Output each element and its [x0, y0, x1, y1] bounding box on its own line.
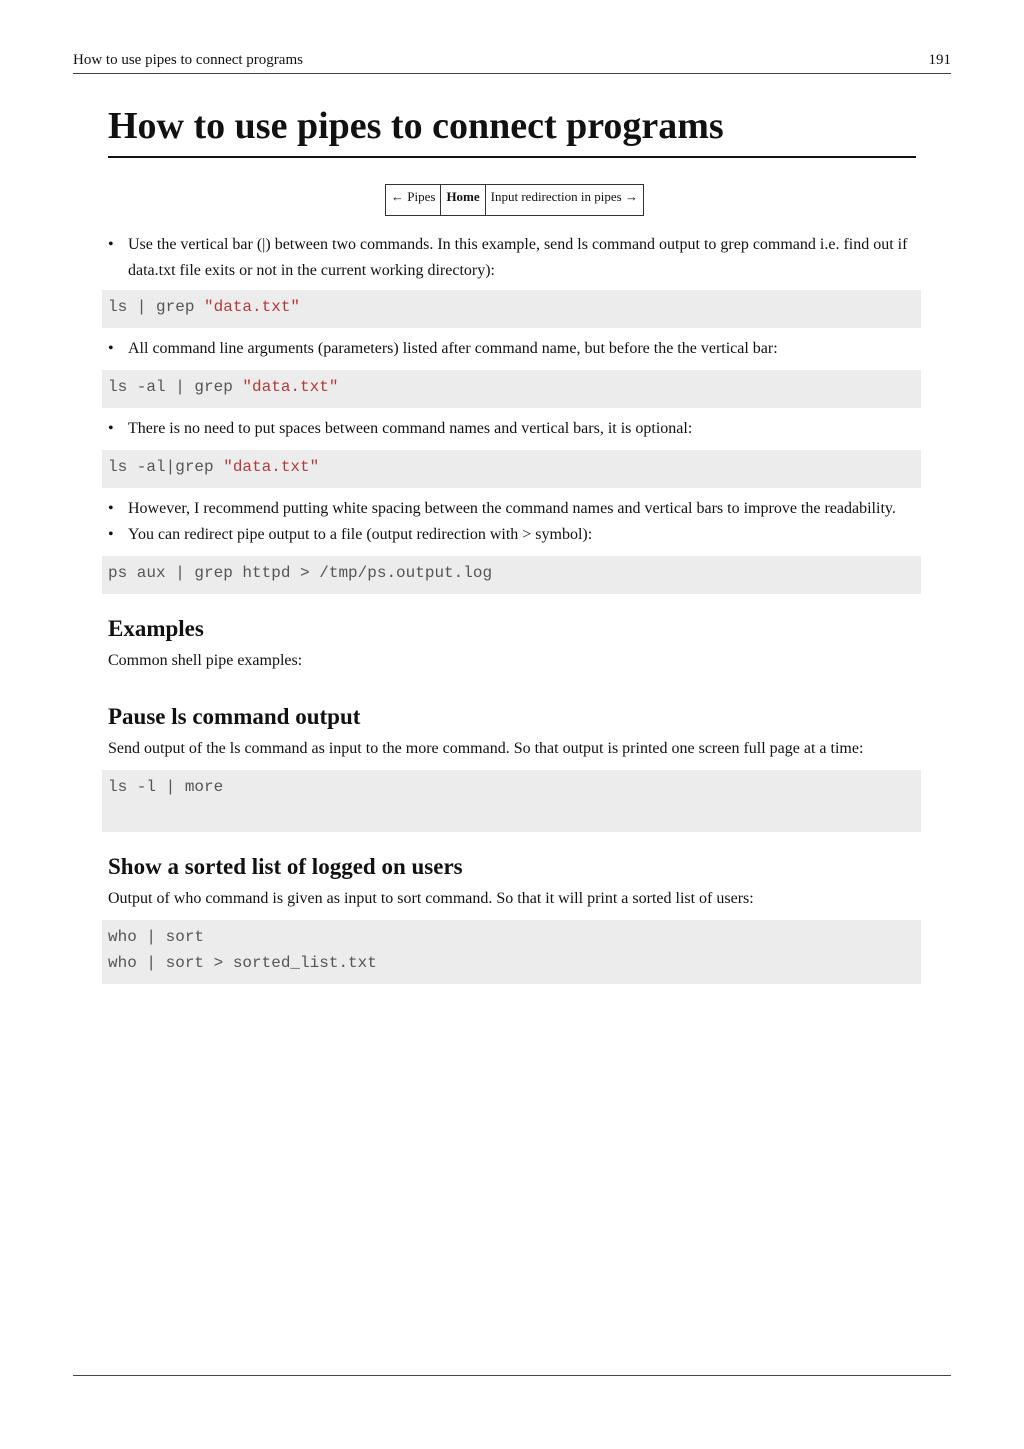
page-content — [108, 100, 921, 984]
page-title: How to use pipes to connect programs — [108, 100, 916, 158]
bullet-item: • All command line arguments (parameters) listed after command name, but before the the vertical bar: — [108, 336, 921, 362]
bullet-item: • However, I recommend putting white spacing between the command names and vertical bars to improve the readability. — [108, 496, 921, 522]
nav-home-link[interactable]: Home — [440, 185, 484, 215]
bullet-list-3 — [108, 416, 921, 442]
code-string: "data.txt" — [242, 378, 339, 396]
code-block-grep — [102, 290, 921, 328]
code-block-sort — [102, 920, 921, 984]
code-line: who | sort > sorted_list.txt — [108, 954, 377, 972]
bullet-item: • You can redirect pipe output to a file (output redirection with > symbol): — [108, 522, 921, 548]
running-header — [73, 50, 951, 74]
page-number: 191 — [928, 52, 951, 68]
bullet-item: • There is no need to put spaces between command names and vertical bars, it is optional: — [108, 416, 921, 442]
code-block-grep-nospace — [102, 450, 921, 488]
code-block-redirect: ps aux | grep httpd > /tmp/ps.output.log — [102, 556, 921, 594]
bullet-list-1 — [108, 232, 921, 284]
pause-description: Send output of the ls command as input to the more command. So that output is printed one screen full page at a time: — [108, 740, 864, 757]
sorted-description: Output of who command is given as input to sort command. So that it will print a sorted list of users: — [108, 890, 754, 907]
nav-prev-link[interactable]: ← Pipes — [391, 189, 436, 204]
running-header-title: How to use pipes to connect programs — [73, 52, 303, 68]
section-heading-examples: Examples — [108, 616, 204, 641]
bullet-list-2 — [108, 336, 921, 362]
code-command: ls | grep — [108, 298, 205, 316]
navigation-box-wrapper — [0, 184, 921, 216]
code-command: ls -al | grep — [108, 378, 243, 396]
code-command: ls -al|grep — [108, 458, 224, 476]
examples-intro: Common shell pipe examples: — [108, 652, 303, 669]
nav-next-link[interactable]: Input redirection in pipes → — [485, 185, 643, 215]
section-heading-pause: Pause ls command output — [108, 704, 361, 729]
code-string: "data.txt" — [223, 458, 320, 476]
footer-rule — [73, 1375, 951, 1376]
code-block-more: ls -l | more — [102, 770, 921, 832]
code-string: "data.txt" — [204, 298, 301, 316]
navigation-box — [385, 184, 644, 216]
code-line: who | sort — [108, 928, 205, 946]
section-heading-sorted: Show a sorted list of logged on users — [108, 854, 463, 879]
bullet-list-4 — [108, 496, 921, 548]
bullet-item: • Use the vertical bar (|) between two commands. In this example, send ls command output to grep command i.e. find out if data.txt file exits or not in the current working directory): — [108, 232, 921, 284]
code-block-grep-args — [102, 370, 921, 408]
